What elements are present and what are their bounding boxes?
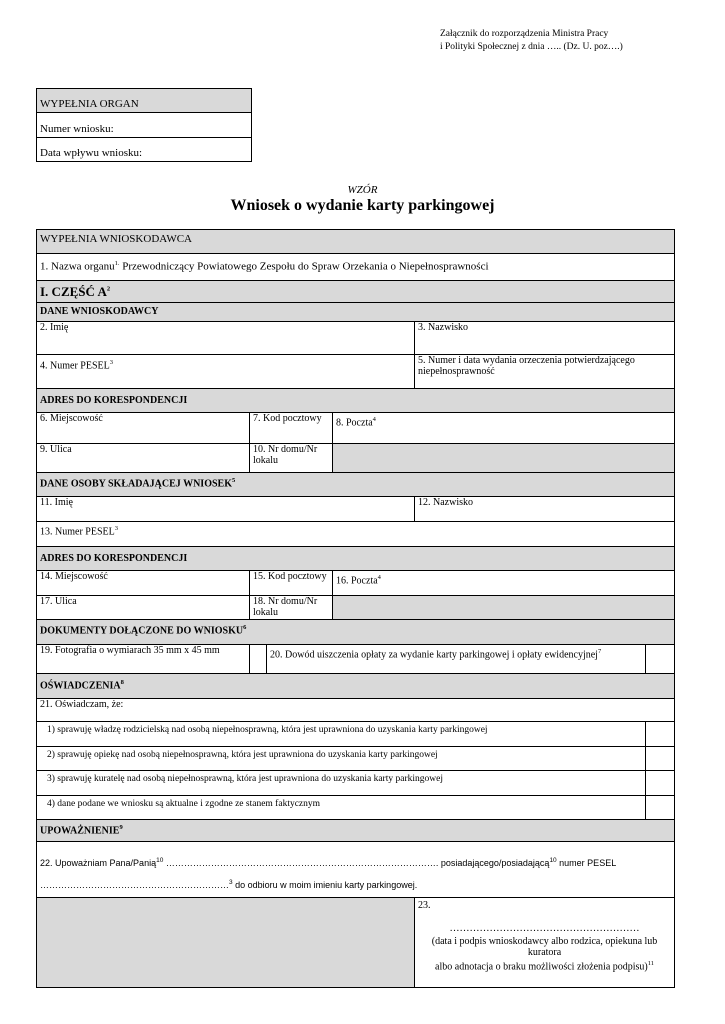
house-number-field-1[interactable]: 10. Nr domu/Nr lokalu bbox=[250, 444, 333, 473]
shaded-cell bbox=[333, 596, 675, 620]
applicant-data-header: DANE WNIOSKODAWCY bbox=[37, 303, 675, 322]
submitter-pesel-field[interactable] bbox=[37, 522, 675, 547]
authorization-field[interactable] bbox=[37, 842, 675, 898]
photo-document-checkbox[interactable] bbox=[250, 645, 267, 674]
footnote-ref: 2 bbox=[106, 285, 111, 293]
shaded-cell bbox=[37, 898, 415, 988]
receipt-date-field[interactable]: Data wpływu wniosku: bbox=[37, 138, 252, 162]
part-a-header bbox=[37, 281, 675, 303]
disability-certificate-field[interactable]: 5. Numer i data wydania orzeczenia potwierdzającego niepełnosprawność bbox=[415, 355, 675, 389]
signature-caption-1: (data i podpis wnioskodawcy albo rodzica, opiekuna lub kuratora bbox=[431, 936, 658, 958]
authorization-holder: posiadającego/posiadającą bbox=[438, 858, 550, 868]
footnote-ref: 3 bbox=[229, 879, 233, 886]
applicant-first-name-field[interactable]: 2. Imię bbox=[37, 322, 415, 355]
statement-curatorship: 3) sprawuję kuratelę nad osobą niepełnosprawną, która jest uprawniona do uzyskania karty parkingowej bbox=[37, 771, 646, 796]
signature-field[interactable] bbox=[415, 898, 675, 988]
applicant-fills-header: WYPEŁNIA WNIOSKODAWCA bbox=[37, 230, 675, 254]
statement-data-accuracy-checkbox[interactable] bbox=[646, 796, 675, 820]
signature-caption-text: albo adnotacja o braku możliwości złożenia podpisu) bbox=[435, 961, 648, 973]
submitter-first-name-field[interactable]: 11. Imię bbox=[37, 497, 415, 522]
authorization-title: UPOWAŻNIENIE bbox=[40, 825, 120, 837]
authorization-pesel: numer PESEL bbox=[556, 858, 617, 868]
application-number-field[interactable]: Numer wniosku: bbox=[37, 113, 252, 138]
footnote-ref: 3 bbox=[109, 359, 113, 366]
postal-code-field-2[interactable]: 15. Kod pocztowy bbox=[250, 571, 333, 596]
footnote-ref: 3 bbox=[114, 525, 118, 532]
statement-curatorship-checkbox[interactable] bbox=[646, 771, 675, 796]
signature-dots: ………………………………………………… bbox=[449, 923, 640, 934]
page-title: Wniosek o wydanie karty parkingowej bbox=[230, 197, 495, 214]
post-office-label: 16. Poczta bbox=[336, 575, 378, 587]
organ-header: WYPEŁNIA ORGAN bbox=[37, 89, 252, 113]
statement-intro: 21. Oświadczam, że: bbox=[37, 699, 675, 722]
statements-header bbox=[37, 674, 675, 699]
signature-caption-2 bbox=[418, 960, 671, 972]
organ-box bbox=[36, 88, 252, 162]
submitter-data-header bbox=[37, 473, 675, 497]
submitter-last-name-field[interactable]: 12. Nazwisko bbox=[415, 497, 675, 522]
submitter-data-title: DANE OSOBY SKŁADAJĄCEJ WNIOSEK bbox=[40, 478, 232, 490]
postal-code-field-1[interactable]: 7. Kod pocztowy bbox=[250, 413, 333, 444]
regulation-note-line1: Załącznik do rozporządzenia Ministra Pracy bbox=[440, 29, 609, 39]
footnote-ref: 7 bbox=[597, 648, 602, 655]
correspondence-address-header-2: ADRES DO KORESPONDENCJI bbox=[37, 547, 675, 571]
application-form bbox=[36, 229, 675, 988]
fee-proof-text: 20. Dowód uiszczenia opłaty za wydanie karty parkingowej i opłaty ewidencyjnej bbox=[270, 649, 598, 661]
city-field-1[interactable]: 6. Miejscowość bbox=[37, 413, 250, 444]
applicant-last-name-field[interactable]: 3. Nazwisko bbox=[415, 322, 675, 355]
authorized-pesel-dots: ……………………………………………………… bbox=[40, 880, 229, 890]
statements-title: OŚWIADCZENIA bbox=[40, 680, 121, 692]
footnote-ref: 6 bbox=[243, 624, 247, 631]
pesel-label: 4. Numer PESEL bbox=[40, 360, 110, 372]
pesel-label: 13. Numer PESEL bbox=[40, 526, 115, 538]
statement-data-accuracy: 4) dane podane we wniosku są aktualne i zgodne ze stanem faktycznym bbox=[37, 796, 646, 820]
post-office-label: 8. Poczta bbox=[336, 417, 373, 429]
attached-documents-title: DOKUMENTY DOŁĄCZONE DO WNIOSKU bbox=[40, 625, 244, 637]
authorization-line-1 bbox=[40, 851, 671, 873]
photo-document-label: 19. Fotografia o wymiarach 35 mm x 45 mm bbox=[37, 645, 250, 674]
authorization-line-2 bbox=[40, 873, 671, 895]
document-title-block bbox=[0, 184, 725, 215]
authority-label: 1. Nazwa organu bbox=[40, 260, 115, 273]
footnote-ref: 9 bbox=[119, 824, 123, 831]
footnote-ref: 5 bbox=[231, 477, 236, 484]
fee-proof-checkbox[interactable] bbox=[646, 645, 675, 674]
statement-parental-authority: 1) sprawuję władzę rodzicielską nad osobą niepełnosprawną, która jest uprawniona do uzyskania karty parkingowej bbox=[37, 722, 646, 747]
street-field-2[interactable]: 17. Ulica bbox=[37, 596, 250, 620]
statement-parental-authority-checkbox[interactable] bbox=[646, 722, 675, 747]
authorization-intro: 22. Upoważniam Pana/Panią bbox=[40, 858, 157, 868]
statement-guardianship: 2) sprawuję opiekę nad osobą niepełnosprawną, która jest uprawniona do uzyskania karty parkingowej bbox=[37, 747, 646, 771]
footnote-ref: 1. bbox=[114, 260, 120, 267]
signature-number: 23. bbox=[418, 900, 431, 911]
footnote-ref: 4 bbox=[377, 574, 381, 581]
authority-name-field[interactable] bbox=[37, 254, 675, 281]
footnote-ref: 10 bbox=[156, 857, 164, 864]
statement-guardianship-checkbox[interactable] bbox=[646, 747, 675, 771]
shaded-cell bbox=[333, 444, 675, 473]
correspondence-address-header-1: ADRES DO KORESPONDENCJI bbox=[37, 389, 675, 413]
footnote-ref: 8 bbox=[120, 679, 124, 686]
regulation-note-line2: i Polityki Społecznej z dnia ….. (Dz. U. poz….) bbox=[440, 42, 623, 52]
footnote-ref: 10 bbox=[549, 857, 557, 864]
fee-proof-document-label bbox=[267, 645, 646, 674]
city-field-2[interactable]: 14. Miejscowość bbox=[37, 571, 250, 596]
footnote-ref: 11 bbox=[647, 960, 655, 967]
authority-value: Przewodniczący Powiatowego Zespołu do Spraw Orzekania o Niepełnosprawności bbox=[119, 260, 489, 273]
street-field-1[interactable]: 9. Ulica bbox=[37, 444, 250, 473]
attached-documents-header bbox=[37, 620, 675, 645]
post-office-field-1[interactable] bbox=[333, 413, 675, 444]
authorization-header bbox=[37, 820, 675, 842]
footnote-ref: 4 bbox=[372, 416, 376, 423]
house-number-field-2[interactable]: 18. Nr domu/Nr lokalu bbox=[250, 596, 333, 620]
authorization-purpose: do odbioru w moim imieniu karty parkingowej. bbox=[232, 880, 418, 890]
authorized-person-dots: ………………………………………………………………………………. bbox=[165, 858, 439, 868]
regulation-note bbox=[440, 28, 623, 54]
post-office-field-2[interactable] bbox=[333, 571, 675, 596]
template-label: WZÓR bbox=[347, 184, 378, 196]
applicant-pesel-field[interactable] bbox=[37, 355, 415, 389]
part-a-title: I. CZĘŚĆ A bbox=[40, 284, 107, 299]
